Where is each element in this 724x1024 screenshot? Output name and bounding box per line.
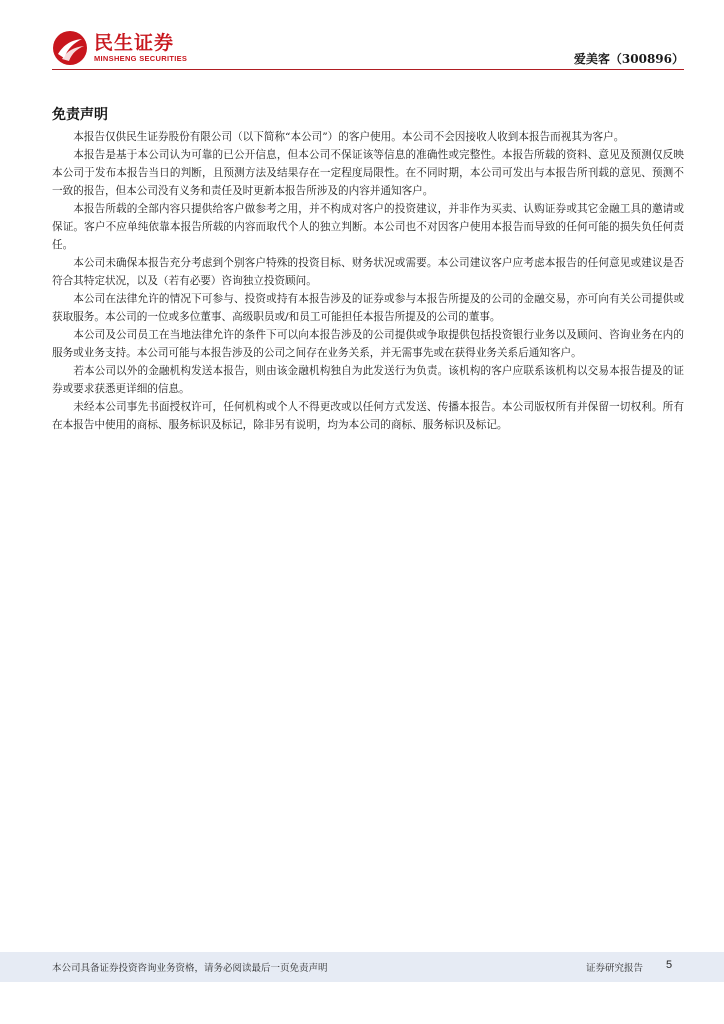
minsheng-logo-icon — [52, 30, 88, 66]
logo-chinese-name: 民生证券 — [94, 32, 175, 54]
logo-english-name: MINSHENG SECURITIES — [94, 54, 188, 63]
footer-notice: 本公司具备证券投资咨询业务资格，请务必阅读最后一页免责声明 — [52, 963, 328, 974]
report-type-label: 证券研究报告 — [586, 963, 644, 974]
company-logo — [52, 30, 187, 66]
section-title: 免责声明 — [52, 107, 108, 123]
disclaimer-paragraph: 本报告仅供民生证券股份有限公司（以下简称“本公司”）的客户使用。本公司不会因接收人收到本报告而视其为客户。 — [73, 131, 625, 143]
stock-identifier: 爱美客（300896） — [573, 52, 684, 66]
disclaimer-paragraph: 本公司未确保本报告充分考虑到个别客户特殊的投资目标、财务状况或需要。本公司建议客户应考虑本报告的任何意见或建议是否符合其特定状况，以及（若有必要）咨询独立投资顾问。 — [52, 257, 684, 287]
disclaimer-paragraph: 本报告所载的全部内容只提供给客户做参考之用，并不构成对客户的投资建议，并非作为买卖、认购证券或其它金融工具的邀请或保证。客户不应单纯依靠本报告所载的内容而取代个人的独立判断。本公司也不对因客户使用本报告而导致的任何可能的损失负任何责任。 — [52, 203, 684, 251]
disclaimer-paragraph: 本报告是基于本公司认为可靠的已公开信息，但本公司不保证该等信息的准确性或完整性。本报告所载的资料、意见及预测仅反映本公司于发布本报告当日的判断，且预测方法及结果存在一定程度局限性。在不同时期，本公司可发出与本报告所刊载的意见、预测不一致的报告，但本公司没有义务和责任及时更新本报告所涉及的内容并通知客户。 — [52, 149, 684, 197]
page-footer — [0, 952, 724, 982]
page-header — [0, 0, 724, 78]
disclaimer-paragraph: 若本公司以外的金融机构发送本报告，则由该金融机构独自为此发送行为负责。该机构的客户应联系该机构以交易本报告提及的证券或要求获悉更详细的信息。 — [52, 365, 684, 395]
disclaimer-paragraph: 本公司及公司员工在当地法律允许的条件下可以向本报告涉及的公司提供或争取提供包括投资银行业务以及顾问、咨询业务在内的服务或业务支持。本公司可能与本报告涉及的公司之间存在业务关系，并无需事先或在获得业务关系后通知客户。 — [52, 329, 684, 359]
disclaimer-paragraph: 本公司在法律允许的情况下可参与、投资或持有本报告涉及的证券或参与本报告所提及的公司的金融交易，亦可向有关公司提供或获取服务。本公司的一位或多位董事、高级职员或/和员工可能担任本报告所提及的公司的董事。 — [52, 293, 684, 323]
page-number: 5 — [666, 959, 673, 971]
disclaimer-body — [52, 128, 684, 434]
disclaimer-paragraph: 未经本公司事先书面授权许可，任何机构或个人不得更改或以任何方式发送、传播本报告。本公司版权所有并保留一切权利。所有在本报告中使用的商标、服务标识及标记，除非另有说明，均为本公司的商标、服务标识及标记。 — [52, 401, 684, 431]
header-divider — [52, 69, 684, 70]
